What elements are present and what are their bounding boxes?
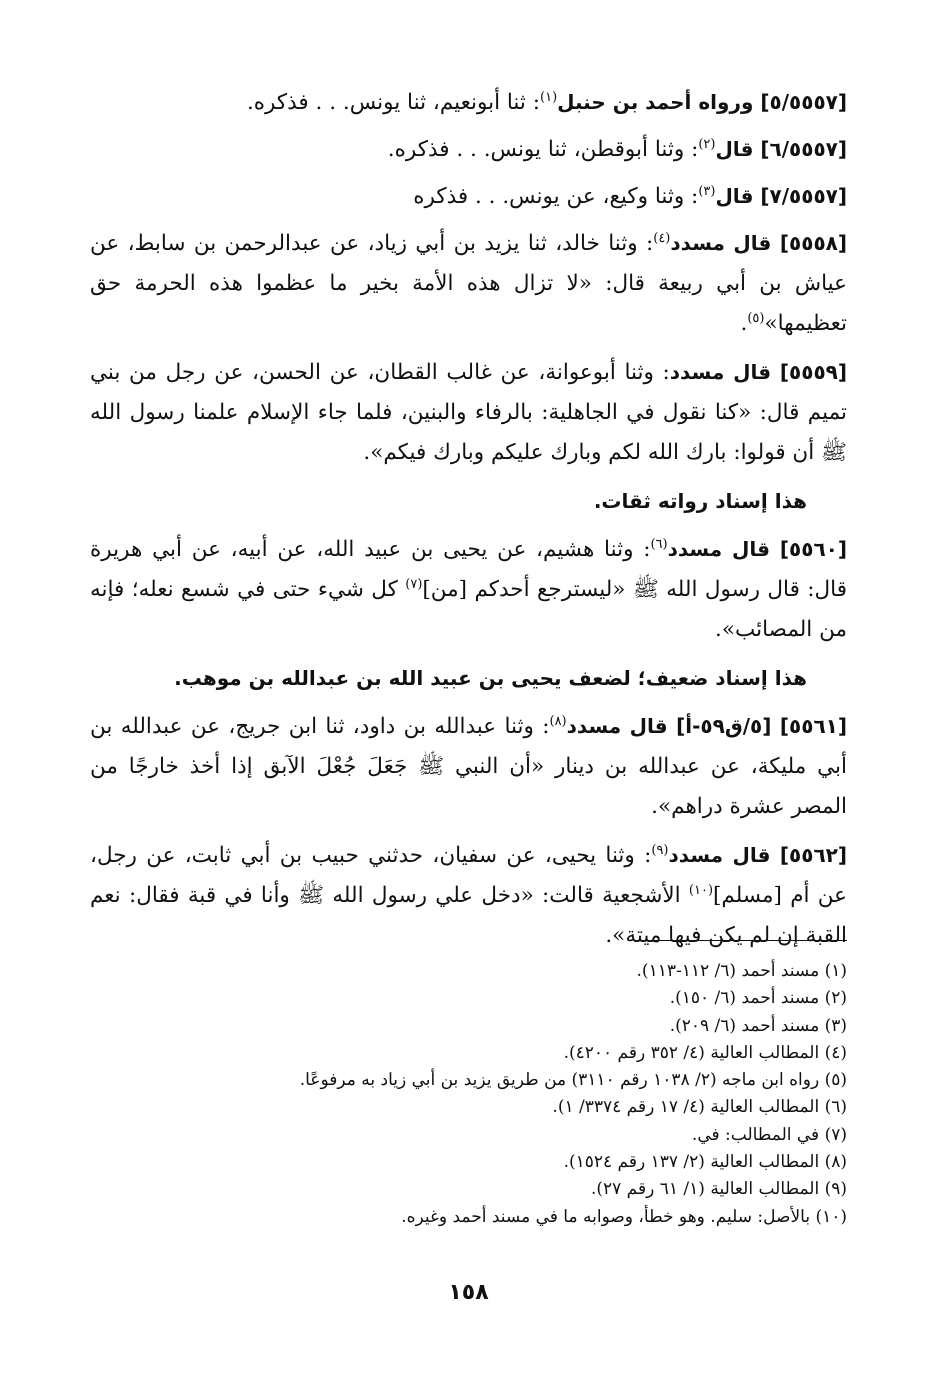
hadith-heading: [٧/٥٥٥٧] قال [715,184,847,208]
page-number: ١٥٨ [448,1280,489,1305]
footnote-ref: (١) [540,89,558,105]
footnote-ref: (٨) [549,713,567,729]
hadith-text: : وثنا وكيع، عن يونس. . . فذكره [413,184,699,209]
hadith-text: : وثنا خالد، ثنا يزيد بن أبي زياد، عن عبدالرحمن بن سابط، عن عياش بن أبي ربيعة قال: «لا تزال هذه الأمة بخير ما عظموا هذه الحرمة حق تعظيمها» [90,231,847,336]
footnote-ref: (٤) [653,230,671,246]
footnote-item: (٦) المطالب العالية (٤/ ١٧ رقم ٣٣٧٤/ ١). [552,1097,847,1118]
hadith-heading: [٥/٥٥٥٧] ورواه أحمد بن حنبل [557,90,847,114]
hadith-heading: [٥٥٥٨] قال مسدد [670,231,847,255]
footnote-ref: (١٠) [688,882,714,898]
footnote-item: (٢) مسند أحمد (٦/ ١٥٠). [669,988,847,1009]
footnote-divider [651,940,847,941]
hadith-text: الأشجعية قالت: «دخل علي رسول الله ﷺ وأنا في قبة فقال: نعم القبة إن لم يكن فيها ميتة». [90,883,847,948]
hadith-text: : وثنا يحيى، عن سفيان، حدثني حبيب بن أبي ثابت، عن رجل، عن أم [مسلم] [90,843,847,908]
footnote-item: (١) مسند أحمد (٦/ ١١٢-١١٣). [636,961,847,981]
grading-note: هذا إسناد رواته ثقات. [593,489,807,513]
footnotes [90,958,847,1231]
hadith-heading: [٥٥٦٢] قال مسدد [668,843,847,867]
footnote-ref: (٥) [747,310,765,326]
hadith-heading: [٥٥٦٠] قال مسدد [667,537,847,561]
footnote-ref: (٦) [650,536,668,552]
footnote-item: (٩) المطالب العالية (١/ ٦١ رقم ٢٧). [590,1179,847,1200]
hadith-text: : وثنا أبوقطن، ثنا يونس. . . فذكره. [387,137,699,162]
footnote-ref: (٩) [651,842,669,858]
hadith-text: كل شيء حتى في شسع نعله؛ فإنه من المصائب». [90,577,847,642]
hadith-text: : وثنا هشيم، عن يحيى بن عبيد الله، عن أبيه، عن أبي هريرة قال: قال رسول الله ﷺ «ليسترجع أحدكم [من] [90,537,847,602]
hadith-heading: [٥٥٦١] [٥/ق٥٩-أ] قال مسدد [566,714,847,738]
footnote-item: (٣) مسند أحمد (٦/ ٢٠٩). [669,1015,847,1036]
hadith-text: : وثنا أبوعوانة، عن غالب القطان، عن الحسن، عن رجل من بني تميم قال: «كنا نقول في الجاهلية: بالرفاء والبنين، فلما جاء الإسلام علمنا رسول الله ﷺ أن قولوا: بارك الله لكم وبارك عليكم وبارك فيكم». [90,360,847,465]
footnote-item: (٨) المطالب العالية (٢/ ١٣٧ رقم ١٥٢٤). [563,1152,847,1173]
footnote-item: (٤) المطالب العالية (٤/ ٣٥٢ رقم ٤٢٠٠). [563,1042,847,1063]
hadith-paragraph [90,352,847,473]
hadith-text: : وثنا عبدالله بن داود، ثنا ابن جريج، عن عبدالله بن أبي مليكة، عن عبدالله بن دينار «أن النبي ﷺ جَعَلَ جُعْلَ الآبق إذا أخذ خارجًا من المصر عشرة دراهم». [90,714,847,819]
footnote-item: (٧) في المطالب: في. [691,1124,847,1145]
hadith-paragraph [90,223,847,344]
hadith-paragraph [90,706,847,827]
hadith-heading: [٦/٥٥٥٧] قال [715,137,847,161]
footnote-item: (١٠) بالأصل: سليم. وهو خطأ، وصوابه ما في مسند أحمد وغيره. [401,1206,847,1227]
hadith-text: . [740,311,748,336]
hadith-text: : ثنا أبونعيم، ثنا يونس. . . فذكره. [246,90,540,115]
hadith-paragraph [90,835,847,956]
hadith-paragraph [90,82,847,123]
hadith-paragraph [90,529,847,650]
footnote-ref: (٣) [698,183,716,199]
grading-note: هذا إسناد ضعيف؛ لضعف يحيى بن عبيد الله بن عبدالله بن موهب. [174,666,807,690]
main-text [90,82,847,964]
footnote-ref: (٢) [698,136,716,152]
hadith-heading: [٥٥٥٩] قال مسدد [669,360,847,384]
footnote-ref: (٧) [405,576,423,592]
footnote-item: (٥) رواه ابن ماجه (٢/ ١٠٣٨ رقم ٣١١٠) من طريق يزيد بن أبي زياد به مرفوعًا. [299,1070,847,1091]
hadith-paragraph [90,129,847,170]
hadith-paragraph [90,176,847,217]
